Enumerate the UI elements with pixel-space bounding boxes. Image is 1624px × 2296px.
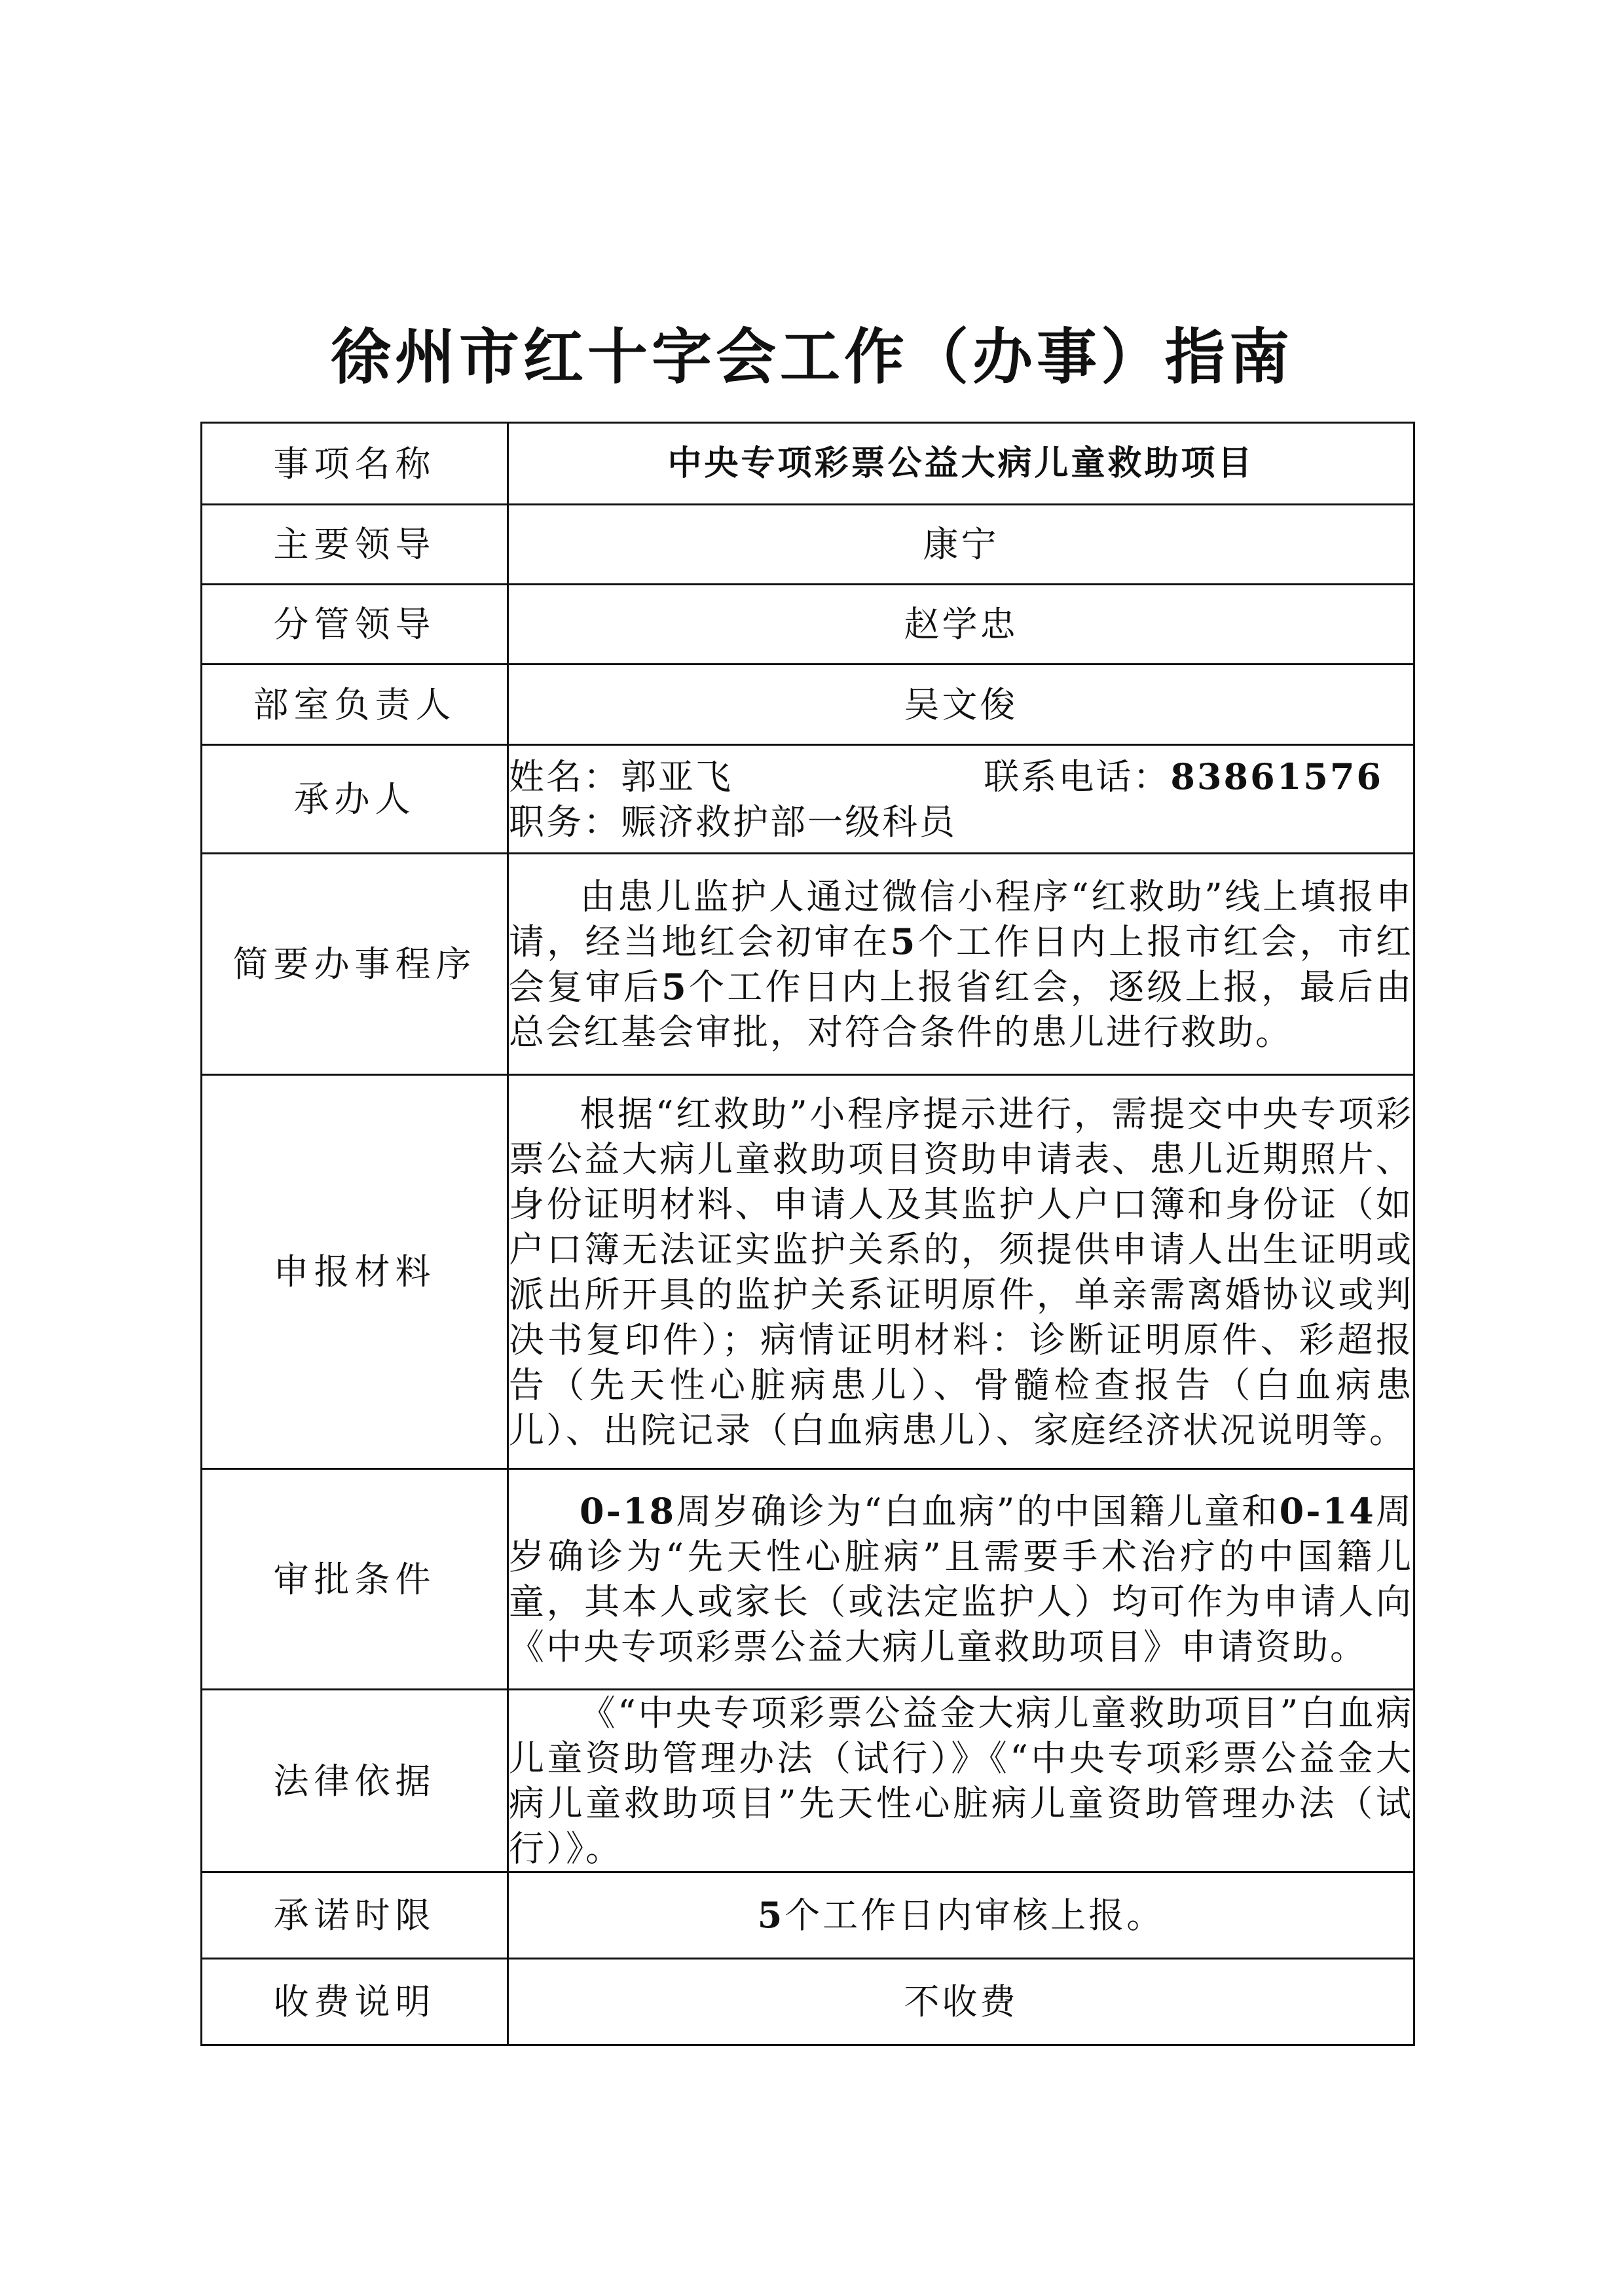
handler-label: 承办人 (202, 745, 508, 854)
time-limit-number: 5 (757, 1894, 785, 1936)
table-row-time-limit (202, 1872, 1414, 1959)
procedure-label: 简要办事程序 (202, 854, 508, 1075)
legal-basis-label: 法律依据 (202, 1690, 508, 1872)
main-leader-value: 康宁 (508, 505, 1414, 585)
time-limit-text: 个工作日内审核上报。 (784, 1895, 1165, 1936)
table-row-procedure (202, 854, 1414, 1075)
procedure-text-part: 个工作日内上报省红会，逐级上报，最后由总会红基会审批，对符合条件的患儿进行救助。 (509, 966, 1414, 1053)
deputy-leader-label: 分管领导 (202, 585, 508, 665)
handler-contact (508, 745, 1414, 854)
handler-name-group (509, 754, 733, 799)
handler-phone: 83861576 (1170, 755, 1383, 797)
table-row-item-name (202, 423, 1414, 505)
table-row-main-leader (202, 505, 1414, 585)
materials-text-body: 根据“红救助”小程序提示进行，需提交中央专项彩票公益大病儿童救助项目资助申请表、患儿近期照片、身份证明材料、申请人及其监护人户口簿和身份证（如户口簿无法证实监护关系的，须提供申请人出生证明或派出所开具的监护关系证明原件，单亲需离婚协议或判决书复印件）；病情证明材料：诊断证明原件、彩超报告（先天性心脏病患儿）、骨髓检查报告（白血病患儿）、出院记录（白血病患儿）、家庭经济状况说明等。 (509, 1093, 1413, 1451)
dept-head-label: 部室负责人 (202, 665, 508, 745)
table-row-materials (202, 1075, 1414, 1469)
conditions-number: 0-14 (1279, 1490, 1376, 1532)
table-row-deputy-leader (202, 585, 1414, 665)
procedure-number: 5 (890, 920, 917, 962)
procedure-text-part: 个工作日内上报市红会，市红会复审后 (509, 920, 1414, 1008)
table-row-fees (202, 1959, 1414, 2045)
table-row-handler (202, 745, 1414, 854)
legal-basis-text-body: 《“中央专项彩票公益金大病儿童救助项目”白血病儿童资助管理办法（试行）》《“中央专项彩票公益金大病儿童救助项目”先天性心脏病儿童资助管理办法（试行）》。 (509, 1692, 1413, 1869)
table-row-dept-head (202, 665, 1414, 745)
item-name-value: 中央专项彩票公益大病儿童救助项目 (508, 423, 1414, 505)
procedure-text-part: 由患儿监护人通过微信小程序“红救助”线上填报申请，经当地红会初审在 (509, 875, 1413, 962)
document-title: 徐州市红十字会工作（办事）指南 (330, 321, 1293, 392)
handler-name: 郭亚飞 (621, 756, 733, 797)
legal-basis-text (508, 1690, 1414, 1872)
procedure-number: 5 (661, 965, 688, 1008)
handler-name-prefix: 姓名： (509, 756, 621, 797)
conditions-number: 0-18 (580, 1490, 676, 1532)
time-limit-label: 承诺时限 (202, 1872, 508, 1959)
fees-label: 收费说明 (202, 1959, 508, 2045)
handler-phone-group (984, 754, 1413, 799)
item-name-label: 事项名称 (202, 423, 508, 505)
materials-label: 申报材料 (202, 1075, 508, 1469)
time-limit-value (508, 1872, 1414, 1959)
table-row-legal-basis (202, 1690, 1414, 1872)
procedure-text (508, 854, 1414, 1075)
conditions-text-part: 周岁确诊为“白血病”的中国籍儿童和 (676, 1491, 1280, 1532)
table-row-conditions (202, 1469, 1414, 1690)
handler-position: 赈济救护部一级科员 (621, 801, 957, 843)
handler-position-prefix: 职务： (509, 801, 621, 843)
conditions-text-part: 周岁确诊为“先天性心脏病”且需要手术治疗的中国籍儿童，其本人或家长（或法定监护人）均可作为申请人向《中央专项彩票公益大病儿童救助项目》申请资助。 (509, 1491, 1413, 1667)
handler-phone-prefix: 联系电话： (984, 756, 1171, 797)
main-leader-label: 主要领导 (202, 505, 508, 585)
materials-text (508, 1075, 1414, 1469)
conditions-label: 审批条件 (202, 1469, 508, 1690)
fees-value: 不收费 (508, 1959, 1414, 2045)
guide-table (200, 422, 1415, 2046)
conditions-text (508, 1469, 1414, 1690)
deputy-leader-value: 赵学忠 (508, 585, 1414, 665)
dept-head-value: 吴文俊 (508, 665, 1414, 745)
